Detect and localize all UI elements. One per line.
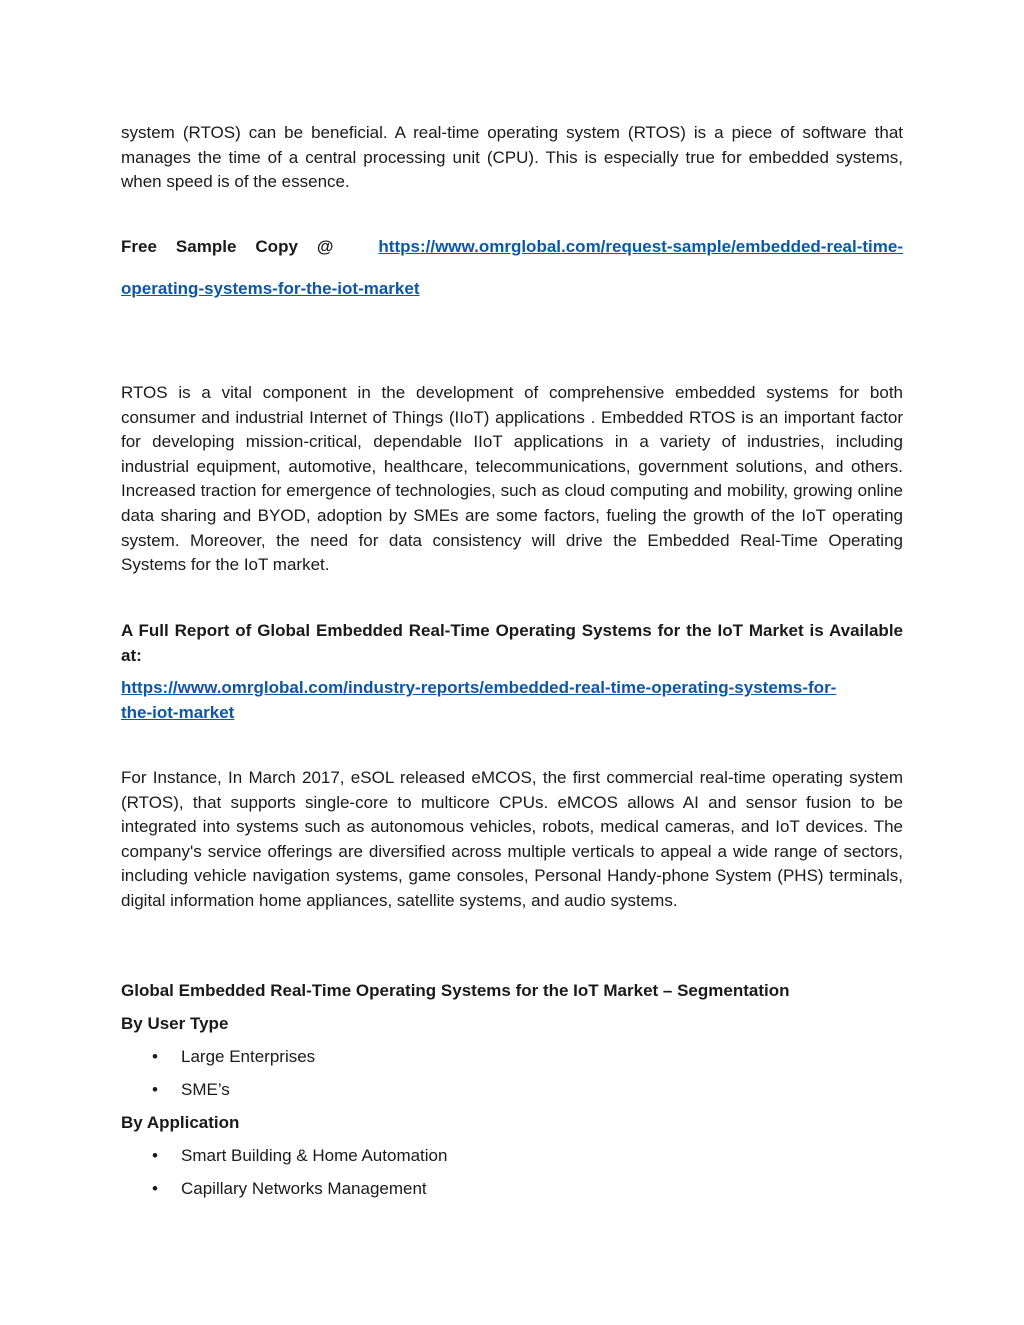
by-user-type-heading: By User Type <box>121 1014 229 1033</box>
free-sample-label: Free Sample Copy @ <box>121 237 334 256</box>
rtos-paragraph: RTOS is a vital component in the development of comprehensive embedded systems for both consumer and industrial Internet of Things (IIoT) applications . Embedded RTOS is an important factor for developing mission-critical, dependable IIoT applications in a variety of industries, including industrial equipment, automotive, healthcare, telecommunications, government solutions, and others. Increased traction for emergence of technologies, such as cloud computing and mobility, growing online data sharing and BYOD, adoption by SMEs are some factors, fueling the growth of the IoT operating system. Moreover, the need for data consistency will drive the Embedded Real-Time Operating Systems for the IoT market. <box>121 383 903 575</box>
intro-paragraph: system (RTOS) can be beneficial. A real-time operating system (RTOS) is a piece of software that manages the time of a central processing unit (CPU). This is especially true for embedded systems, when speed is of the essence. <box>121 123 903 192</box>
bullet-icon: • <box>152 1047 158 1066</box>
list-item: • Smart Building & Home Automation <box>121 1139 903 1172</box>
application-list <box>121 1139 903 1205</box>
full-report-link-line1[interactable]: https://www.omrglobal.com/industry-reports/embedded-real-time-operating-systems-for- <box>121 678 837 697</box>
full-report-link-block <box>121 676 903 725</box>
bullet-icon: • <box>152 1080 158 1099</box>
list-item: • SME’s <box>121 1073 903 1106</box>
list-item: • Capillary Networks Management <box>121 1172 903 1205</box>
segmentation-title: Global Embedded Real-Time Operating Systems for the IoT Market – Segmentation <box>121 981 790 1000</box>
full-report-link-line2[interactable]: the-iot-market <box>121 702 235 722</box>
free-sample-block <box>121 236 903 300</box>
by-application-heading: By Application <box>121 1113 240 1132</box>
bullet-icon: • <box>152 1146 158 1165</box>
list-item: • Large Enterprises <box>121 1040 903 1073</box>
bullet-icon: • <box>152 1179 158 1198</box>
instance-paragraph: For Instance, In March 2017, eSOL released eMCOS, the first commercial real-time operating system (RTOS), that supports single-core to multicore CPUs. eMCOS allows AI and sensor fusion to be integrated into systems such as autonomous vehicles, robots, medical cameras, and IoT devices. The company's service offerings are diversified across multiple verticals to appeal a wide range of sectors, including vehicle navigation systems, game consoles, Personal Handy-phone System (PHS) terminals, digital information home appliances, satellite systems, and audio systems. <box>121 768 903 910</box>
full-report-heading: A Full Report of Global Embedded Real-Time Operating Systems for the IoT Market is Available at: <box>121 621 903 665</box>
user-type-list <box>121 1040 903 1106</box>
sample-link-line1[interactable]: https://www.omrglobal.com/request-sample/embedded-real-time- <box>378 237 903 256</box>
sample-link-line2[interactable]: operating-systems-for-the-iot-market <box>121 279 420 298</box>
